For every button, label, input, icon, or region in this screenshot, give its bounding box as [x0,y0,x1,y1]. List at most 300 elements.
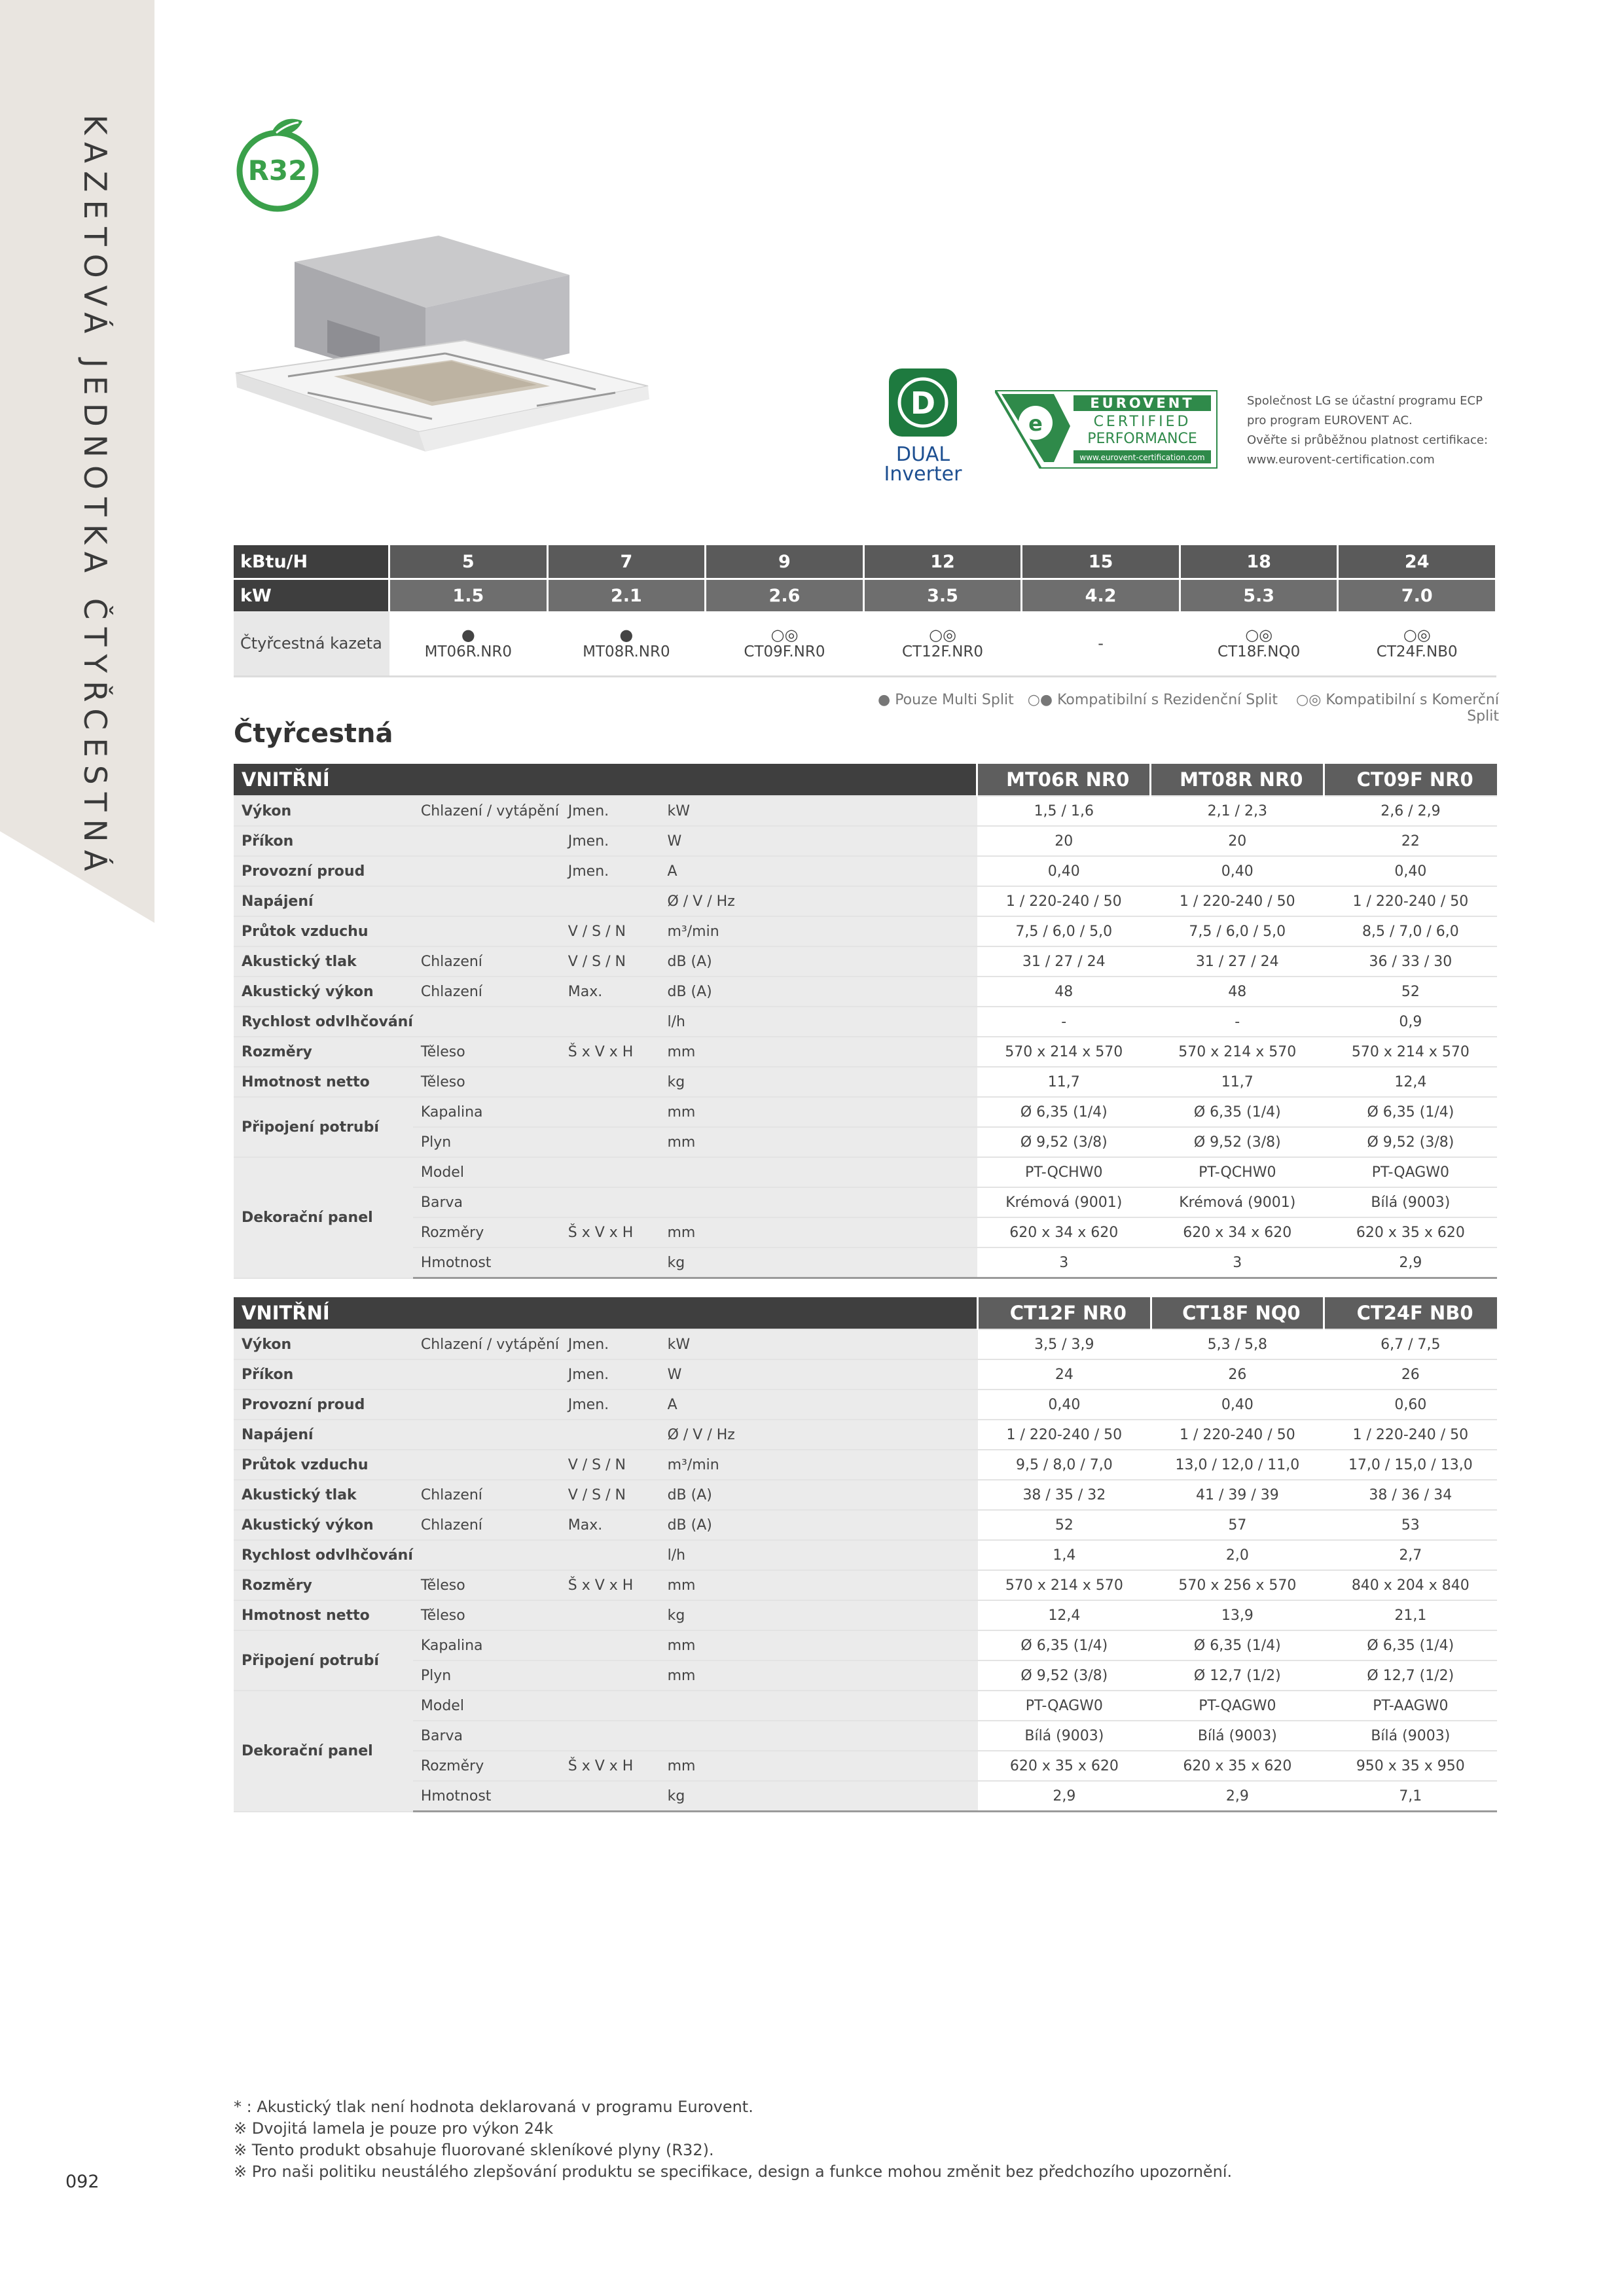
row-sublabel: Max. [560,977,660,1007]
eurovent-logo [995,390,1218,469]
row-label: Napájení [234,886,413,916]
value-cell: 11,7 [977,1067,1151,1097]
spec-row-napajeni [234,1420,1497,1450]
row-label: Příkon [234,826,413,856]
row-unit: dB (A) [660,1480,978,1510]
spec-row-proud [234,856,1497,886]
legend [851,692,1499,725]
model-code: MT06R.NR0 [424,643,513,660]
dual-label: DUAL [895,443,950,466]
row-sublabel: Rozměry [413,1751,560,1781]
legend-multi: ● Pouze Multi Split [878,692,1014,708]
value-cell: 0,60 [1324,1390,1497,1420]
model-header: CT24F NB0 [1324,1297,1497,1329]
row-unit: mm [660,1037,977,1067]
ecp-line: www.eurovent-certification.com [1247,453,1435,467]
model-cell [863,611,1022,677]
row-sublabel: Chlazení [413,1510,560,1540]
value-cell: 38 / 35 / 32 [978,1480,1151,1510]
empty-cell [560,1420,660,1450]
eurovent-line2: CERTIFIED [1093,414,1191,430]
row-sublabel: Rozměry [413,1217,560,1247]
dual-inverter-icon [887,367,959,439]
row-sublabel: Chlazení [413,977,560,1007]
spec-row-barva [234,1187,1497,1217]
compat-symbol: ● [461,626,475,644]
legend-commercial: ○◎ Kompatibilní s Komerční Split [1296,692,1499,725]
model-code: MT08R.NR0 [583,643,670,660]
value-cell: 0,40 [1324,856,1497,886]
value-cell: 620 x 35 x 620 [1151,1751,1324,1781]
row-label: Akustický tlak [234,1480,413,1510]
spec-row-napajeni [234,886,1497,916]
empty-cell [560,1660,660,1691]
value-cell: PT-QCHW0 [977,1157,1151,1187]
empty-cell [560,886,660,916]
value-cell: 31 / 27 / 24 [1151,946,1324,977]
spec-row-tlak [234,1480,1497,1510]
model-header: MT08R NR0 [1151,764,1324,796]
row-unit: l/h [660,1540,978,1570]
value-cell: 2,1 / 2,3 [1151,796,1324,826]
spec-row-plyn [234,1127,1497,1157]
spec-row-akvykon [234,977,1497,1007]
value-cell: PT-QAGW0 [1151,1691,1324,1721]
model-header: CT12F NR0 [978,1297,1151,1329]
row-label: Rychlost odvlhčování [234,1540,413,1570]
capacity-table [234,545,1497,677]
compat-symbol: ○◎ [1245,626,1273,644]
indoor-label: VNITŘNÍ [234,1297,978,1329]
value-cell: 11,7 [1151,1067,1324,1097]
row-label: Výkon [234,796,413,826]
kbtu-value: 18 [1180,545,1338,579]
spec-row-barva [234,1721,1497,1751]
ecp-line: Ověřte si průběžnou platnost certifikace: [1247,433,1489,447]
row-sublabel: Š x V x H [560,1570,660,1600]
kbtu-value: 7 [547,545,706,579]
kbtu-value: 5 [389,545,548,579]
kw-value: 4.2 [1022,579,1180,612]
row-sublabel: Kapalina [413,1097,560,1127]
value-cell: 2,7 [1324,1540,1497,1570]
value-cell: 1 / 220-240 / 50 [1324,886,1497,916]
value-cell: 0,40 [1151,1390,1324,1420]
ecp-line: pro program EUROVENT AC. [1247,414,1413,427]
row-sublabel: Těleso [413,1570,560,1600]
value-cell: 570 x 214 x 570 [977,1037,1151,1067]
row-sublabel: Jmen. [560,1390,660,1420]
spec-row-prutok [234,1450,1497,1480]
kbtu-value: 12 [863,545,1022,579]
empty-cell [413,886,560,916]
row-label: Průtok vzduchu [234,1450,413,1480]
row-sublabel: V / S / N [560,946,660,977]
row-sublabel: Plyn [413,1127,560,1157]
value-cell: Bílá (9003) [1151,1721,1324,1751]
kw-row [234,579,1496,612]
spec-table-2 [234,1297,1497,1812]
spec-row-rozmery [234,1037,1497,1067]
value-cell: 7,5 / 6,0 / 5,0 [1151,916,1324,946]
row-sublabel: Hmotnost [413,1247,560,1278]
empty-cell [413,856,560,886]
model-code: CT24F.NB0 [1376,643,1458,660]
empty-cell [560,1007,660,1037]
row-unit: A [660,856,977,886]
spec-row-proud [234,1390,1497,1420]
row-label: Napájení [234,1420,413,1450]
value-cell: 2,0 [1151,1540,1324,1570]
section-title: Čtyřcestná [234,719,393,749]
row-label: Připojení potrubí [234,1097,413,1157]
value-cell: 570 x 214 x 570 [978,1570,1151,1600]
value-cell: Ø 6,35 (1/4) [977,1097,1151,1127]
row-sublabel: Š x V x H [560,1751,660,1781]
dual-inverter-logo [877,367,969,484]
value-cell: Ø 9,52 (3/8) [1324,1127,1497,1157]
row-sublabel: Jmen. [560,826,660,856]
row-unit: kg [660,1781,978,1812]
empty-cell [560,1247,660,1278]
row-sublabel: Jmen. [560,1329,660,1359]
value-cell: 12,4 [1324,1067,1497,1097]
value-cell: 5,3 / 5,8 [1151,1329,1324,1359]
footnote: * : Akustický tlak není hodnota deklarovaná v programu Eurovent. [234,2098,753,2116]
spec-row-prikon [234,826,1497,856]
row-unit: dB (A) [660,1510,978,1540]
spec-row-panel-rozmery [234,1751,1497,1781]
value-cell: 570 x 214 x 570 [1324,1037,1497,1067]
row-unit: mm [660,1570,978,1600]
value-cell: PT-QAGW0 [1324,1157,1497,1187]
model-cell [1338,611,1496,677]
value-cell: 57 [1151,1510,1324,1540]
row-label: Připojení potrubí [234,1630,413,1691]
value-cell: 52 [1324,977,1497,1007]
kbtu-value: 9 [706,545,864,579]
compat-symbol: ○◎ [929,626,956,644]
row-unit: mm [660,1217,977,1247]
spec-row-panel-rozmery [234,1217,1497,1247]
inverter-label: Inverter [884,463,962,486]
value-cell: PT-AAGW0 [1324,1691,1497,1721]
value-cell: 7,1 [1324,1781,1497,1812]
empty-cell [660,1691,978,1721]
kbtu-value: 24 [1338,545,1496,579]
footnote: ※ Dvojitá lamela je pouze pro výkon 24k [234,2119,554,2138]
value-cell: 26 [1151,1359,1324,1390]
row-unit: kW [660,796,977,826]
row-sublabel: V / S / N [560,916,660,946]
value-cell: Bílá (9003) [1324,1721,1497,1751]
row-label: Rozměry [234,1570,413,1600]
value-cell: 24 [978,1359,1151,1390]
empty-cell [560,1691,660,1721]
model-code: CT18F.NQ0 [1218,643,1301,660]
value-cell: 7,5 / 6,0 / 5,0 [977,916,1151,946]
spec-row-hmotnost [234,1067,1497,1097]
ecp-line: Společnost LG se účastní programu ECP [1247,394,1483,408]
row-unit: mm [660,1751,978,1781]
row-sublabel: Š x V x H [560,1217,660,1247]
ecp-info [1247,391,1502,470]
value-cell: Ø 12,7 (1/2) [1324,1660,1497,1691]
value-cell: Krémová (9001) [1151,1187,1324,1217]
value-cell: 620 x 34 x 620 [1151,1217,1324,1247]
empty-cell [560,1721,660,1751]
row-sublabel: V / S / N [560,1480,660,1510]
empty-cell [560,1630,660,1660]
compat-symbol: - [1098,634,1104,653]
empty-cell [413,1450,560,1480]
row-sublabel: V / S / N [560,1450,660,1480]
empty-cell [560,1127,660,1157]
value-cell: 3,5 / 3,9 [978,1329,1151,1359]
value-cell: 2,9 [1151,1781,1324,1812]
kw-value: 2.1 [547,579,706,612]
spec-header [234,1297,1497,1329]
row-unit: Ø / V / Hz [660,886,977,916]
empty-cell [660,1157,977,1187]
value-cell: 12,4 [978,1600,1151,1630]
spec-row-odvlh [234,1540,1497,1570]
compat-symbol: ○◎ [1403,626,1431,644]
row-unit: W [660,1359,978,1390]
empty-cell [413,916,560,946]
row-label: Hmotnost netto [234,1600,413,1630]
model-header: CT18F NQ0 [1151,1297,1324,1329]
row-sublabel: Těleso [413,1067,560,1097]
row-sublabel: Jmen. [560,796,660,826]
empty-cell [560,1067,660,1097]
spec-row-prikon [234,1359,1497,1390]
value-cell: Bílá (9003) [1324,1187,1497,1217]
row-unit: m³/min [660,1450,978,1480]
value-cell: 620 x 34 x 620 [977,1217,1151,1247]
empty-cell [413,1390,560,1420]
value-cell: 620 x 35 x 620 [978,1751,1151,1781]
value-cell: 48 [977,977,1151,1007]
model-row [234,611,1496,677]
compat-symbol: ● [619,626,634,644]
model-cell [389,611,548,677]
value-cell: 840 x 204 x 840 [1324,1570,1497,1600]
value-cell: 22 [1324,826,1497,856]
value-cell: 13,9 [1151,1600,1324,1630]
indoor-label: VNITŘNÍ [234,764,977,796]
spec-row-panel-model [234,1157,1497,1187]
row-sublabel: Chlazení [413,1480,560,1510]
empty-cell [413,1540,560,1570]
row-sublabel: Hmotnost [413,1781,560,1812]
value-cell: PT-QAGW0 [978,1691,1151,1721]
row-sublabel: Model [413,1691,560,1721]
value-cell: 20 [1151,826,1324,856]
row-sublabel: Jmen. [560,1359,660,1390]
row-sublabel: Barva [413,1721,560,1751]
spec-header [234,764,1497,796]
value-cell: 1 / 220-240 / 50 [977,886,1151,916]
value-cell: 1,5 / 1,6 [977,796,1151,826]
row-sublabel: Těleso [413,1037,560,1067]
cassette-label: Čtyřcestná kazeta [234,611,389,677]
value-cell: 41 / 39 / 39 [1151,1480,1324,1510]
row-unit: kg [660,1247,977,1278]
value-cell: Ø 9,52 (3/8) [1151,1127,1324,1157]
value-cell: 1 / 220-240 / 50 [1324,1420,1497,1450]
row-unit: A [660,1390,978,1420]
sidebar-title: KAZETOVÁ JEDNOTKA ČTYŘCESTNÁ [77,115,113,879]
eurovent-url: www.eurovent-certification.com [1079,453,1205,462]
empty-cell [560,1540,660,1570]
row-label: Dekorační panel [234,1691,413,1812]
kw-value: 3.5 [863,579,1022,612]
sidebar [0,0,154,923]
value-cell: - [1151,1007,1324,1037]
value-cell: 1 / 220-240 / 50 [978,1420,1151,1450]
spec-row-panel-hmotnost [234,1781,1497,1812]
footnotes [234,2096,1232,2183]
spec-row-kapalina [234,1630,1497,1660]
empty-cell [413,1420,560,1450]
value-cell: - [977,1007,1151,1037]
model-header: MT06R NR0 [977,764,1151,796]
spec-row-vykon [234,1329,1497,1359]
value-cell: 1 / 220-240 / 50 [1151,886,1324,916]
value-cell: 9,5 / 8,0 / 7,0 [978,1450,1151,1480]
row-unit: kg [660,1067,977,1097]
row-unit: Ø / V / Hz [660,1420,978,1450]
value-cell: 1 / 220-240 / 50 [1151,1420,1324,1450]
empty-cell [560,1187,660,1217]
cassette-unit-image [229,236,655,484]
kw-value: 5.3 [1180,579,1338,612]
value-cell: 17,0 / 15,0 / 13,0 [1324,1450,1497,1480]
spec-row-rozmery [234,1570,1497,1600]
compat-symbol: ○◎ [770,626,799,644]
spec-row-panel-hmotnost [234,1247,1497,1278]
svg-text:D: D [910,386,936,421]
value-cell: 0,40 [1151,856,1324,886]
row-label: Hmotnost netto [234,1067,413,1097]
value-cell: Ø 6,35 (1/4) [1151,1097,1324,1127]
spec-row-tlak [234,946,1497,977]
value-cell: 950 x 35 x 950 [1324,1751,1497,1781]
row-label: Provozní proud [234,1390,413,1420]
row-sublabel: Max. [560,1510,660,1540]
row-label: Akustický výkon [234,1510,413,1540]
r32-logo-text: R32 [247,154,308,187]
row-label: Rozměry [234,1037,413,1067]
value-cell: 0,9 [1324,1007,1497,1037]
spec-row-prutok [234,916,1497,946]
row-unit: mm [660,1630,978,1660]
model-cell [547,611,706,677]
page-number: 092 [65,2172,99,2192]
row-label: Průtok vzduchu [234,916,413,946]
eurovent-line1: EUROVENT [1090,395,1195,411]
value-cell: 13,0 / 12,0 / 11,0 [1151,1450,1324,1480]
empty-cell [413,1007,560,1037]
row-sublabel: Chlazení / vytápění [413,1329,560,1359]
value-cell: Ø 6,35 (1/4) [1324,1630,1497,1660]
empty-cell [560,1781,660,1812]
empty-cell [413,1359,560,1390]
value-cell: 1,4 [978,1540,1151,1570]
spec-row-hmotnost [234,1600,1497,1630]
r32-logo [230,115,325,213]
model-code: CT12F.NR0 [901,643,984,660]
kw-label: kW [234,579,389,612]
kbtu-value: 15 [1022,545,1180,579]
legend-residential: ○● Kompatibilní s Rezidenční Split [1027,692,1278,708]
value-cell: 8,5 / 7,0 / 6,0 [1324,916,1497,946]
value-cell: 570 x 256 x 570 [1151,1570,1324,1600]
svg-text:e: e [1028,411,1043,436]
row-sublabel: Chlazení / vytápění [413,796,560,826]
row-label: Provozní proud [234,856,413,886]
row-unit: W [660,826,977,856]
row-unit: mm [660,1127,977,1157]
row-sublabel: Š x V x H [560,1037,660,1067]
value-cell: 38 / 36 / 34 [1324,1480,1497,1510]
row-sublabel: Jmen. [560,856,660,886]
value-cell: 36 / 33 / 30 [1324,946,1497,977]
row-unit: mm [660,1660,978,1691]
kw-value: 1.5 [389,579,548,612]
value-cell: Ø 9,52 (3/8) [977,1127,1151,1157]
model-cell [1022,611,1180,677]
row-label: Akustický výkon [234,977,413,1007]
model-cell [1180,611,1338,677]
value-cell: PT-QCHW0 [1151,1157,1324,1187]
kbtu-label: kBtu/H [234,545,389,579]
value-cell: 570 x 214 x 570 [1151,1037,1324,1067]
empty-cell [413,826,560,856]
empty-cell [560,1600,660,1630]
row-sublabel: Barva [413,1187,560,1217]
value-cell: Krémová (9001) [977,1187,1151,1217]
value-cell: 31 / 27 / 24 [977,946,1151,977]
value-cell: 53 [1324,1510,1497,1540]
row-sublabel: Plyn [413,1660,560,1691]
row-sublabel: Chlazení [413,946,560,977]
empty-cell [660,1721,978,1751]
spec-row-plyn [234,1660,1497,1691]
spec-row-vykon [234,796,1497,826]
value-cell: 0,40 [977,856,1151,886]
value-cell: 2,9 [1324,1247,1497,1278]
value-cell: Bílá (9003) [978,1721,1151,1751]
value-cell: 20 [977,826,1151,856]
value-cell: 21,1 [1324,1600,1497,1630]
row-label: Akustický tlak [234,946,413,977]
footnote: ※ Pro naši politiku neustálého zlepšování produktu se specifikace, design a funkce mohou změnit bez předchozího upozornění. [234,2162,1233,2181]
row-unit: kW [660,1329,978,1359]
value-cell: 2,9 [978,1781,1151,1812]
row-unit: dB (A) [660,977,977,1007]
row-unit: l/h [660,1007,977,1037]
row-label: Výkon [234,1329,413,1359]
row-label: Příkon [234,1359,413,1390]
empty-cell [660,1187,977,1217]
row-unit: dB (A) [660,946,977,977]
row-unit: kg [660,1600,978,1630]
kbtu-row [234,545,1496,579]
kw-value: 7.0 [1338,579,1496,612]
row-sublabel: Model [413,1157,560,1187]
